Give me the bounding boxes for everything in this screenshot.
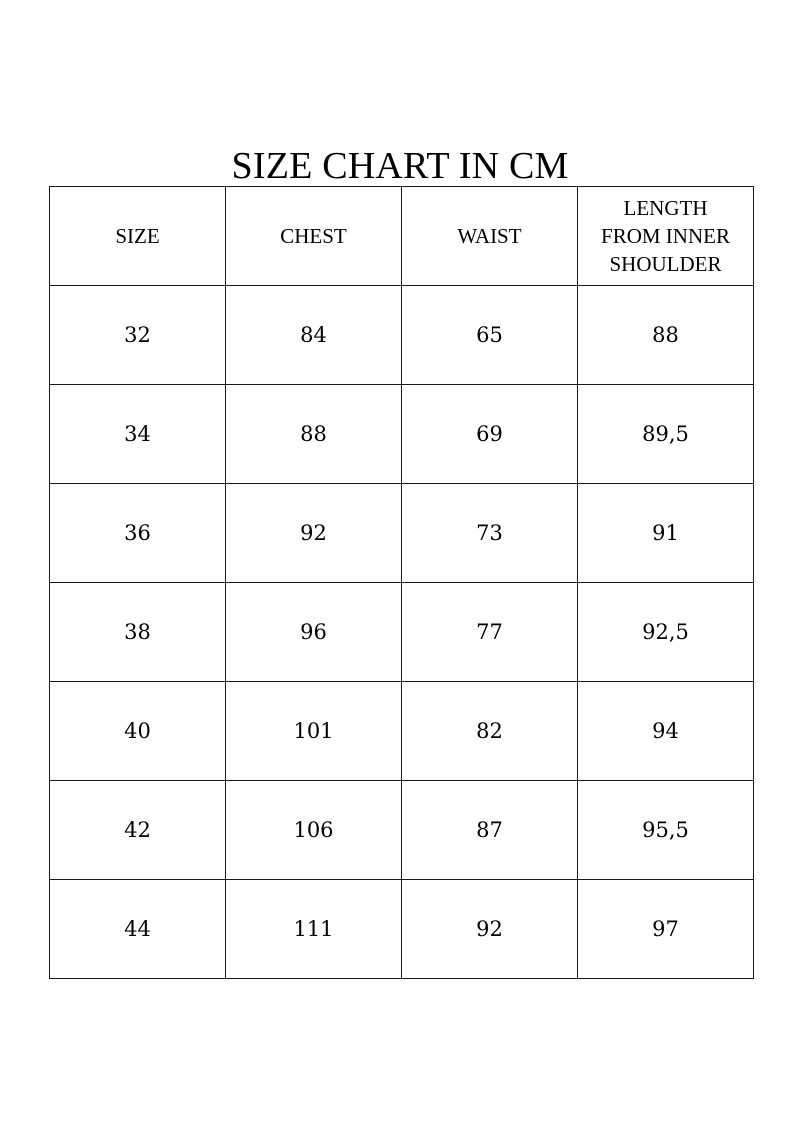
cell-waist: 87	[402, 781, 578, 880]
cell-chest: 92	[226, 484, 402, 583]
header-length-line-1: LENGTH	[623, 196, 708, 220]
cell-waist: 69	[402, 385, 578, 484]
cell-size: 40	[50, 682, 226, 781]
cell-waist: 92	[402, 880, 578, 979]
cell-length: 89,5	[578, 385, 754, 484]
cell-waist: 73	[402, 484, 578, 583]
table-row	[50, 385, 754, 484]
cell-waist: 82	[402, 682, 578, 781]
size-chart-table	[49, 186, 754, 979]
page-title: SIZE CHART IN CM	[231, 145, 569, 187]
cell-chest: 84	[226, 286, 402, 385]
table-row	[50, 682, 754, 781]
cell-waist: 77	[402, 583, 578, 682]
cell-chest: 96	[226, 583, 402, 682]
cell-size: 34	[50, 385, 226, 484]
header-length-line-3: SHOULDER	[609, 252, 722, 276]
cell-chest: 101	[226, 682, 402, 781]
table-row	[50, 781, 754, 880]
cell-length: 95,5	[578, 781, 754, 880]
header-length-line-2: FROM INNER	[601, 224, 730, 248]
cell-chest: 88	[226, 385, 402, 484]
cell-size: 44	[50, 880, 226, 979]
cell-length: 94	[578, 682, 754, 781]
table-row	[50, 880, 754, 979]
cell-length: 97	[578, 880, 754, 979]
header-waist: WAIST	[402, 187, 578, 286]
table-header-row	[50, 187, 754, 286]
table-row	[50, 583, 754, 682]
cell-size: 42	[50, 781, 226, 880]
header-chest: CHEST	[226, 187, 402, 286]
cell-size: 36	[50, 484, 226, 583]
cell-length: 92,5	[578, 583, 754, 682]
table-row	[50, 286, 754, 385]
table-row	[50, 484, 754, 583]
cell-waist: 65	[402, 286, 578, 385]
cell-length: 91	[578, 484, 754, 583]
header-length	[578, 187, 754, 286]
header-size: SIZE	[50, 187, 226, 286]
cell-length: 88	[578, 286, 754, 385]
cell-size: 38	[50, 583, 226, 682]
cell-chest: 106	[226, 781, 402, 880]
cell-chest: 111	[226, 880, 402, 979]
cell-size: 32	[50, 286, 226, 385]
